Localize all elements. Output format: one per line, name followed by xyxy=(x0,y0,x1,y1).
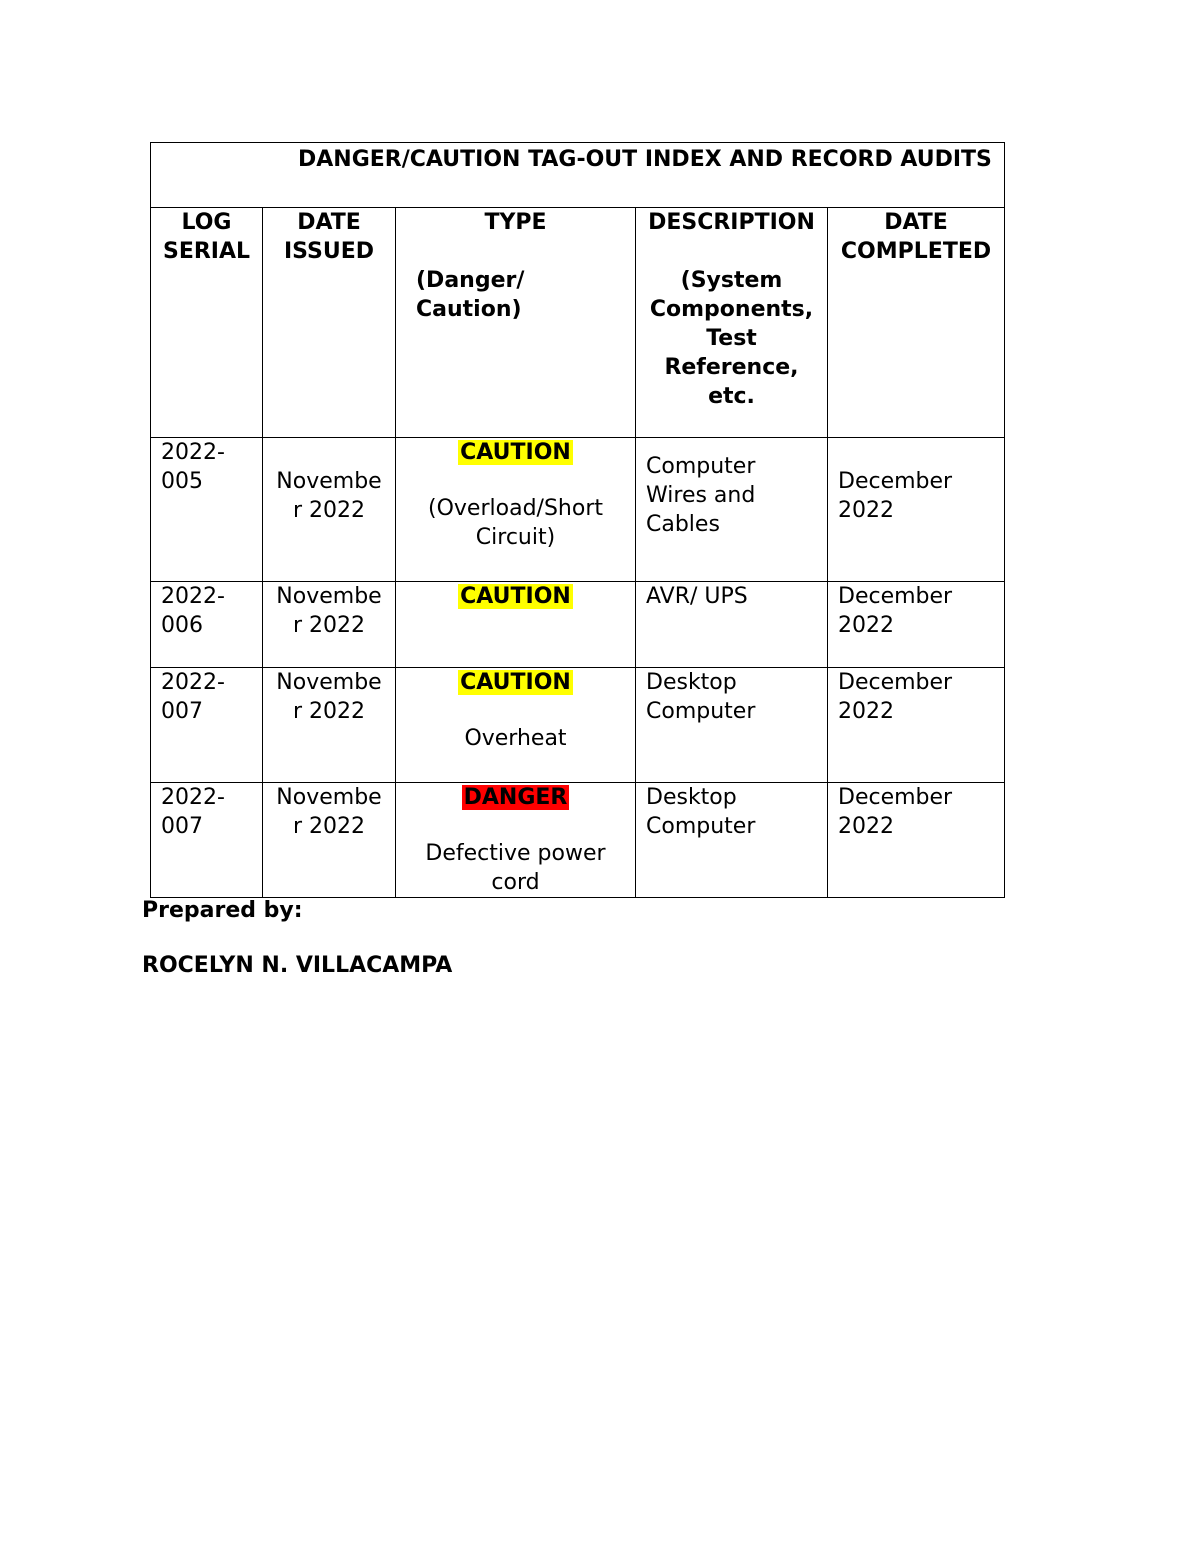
cell-description: Computer Wires and Cables xyxy=(636,438,828,582)
preparer-name: ROCELYN N. VILLACAMPA xyxy=(142,953,453,978)
caution-tag: CAUTION xyxy=(460,584,571,609)
table-row xyxy=(151,438,1005,582)
header-type xyxy=(396,208,636,438)
cell-type xyxy=(396,783,636,898)
cell-description: AVR/ UPS xyxy=(636,582,828,668)
prepared-by-label: Prepared by: xyxy=(142,898,303,923)
cell-log-serial: 2022-005 xyxy=(151,438,263,582)
table-title-cell xyxy=(151,143,1005,208)
cell-date-issued: November 2022 xyxy=(263,438,396,582)
type-note: (Overload/Short Circuit) xyxy=(428,496,603,550)
cell-type xyxy=(396,438,636,582)
caution-tag: CAUTION xyxy=(460,670,571,695)
header-type-sub: (Danger/ Caution) xyxy=(416,268,525,322)
cell-log-serial: 2022-006 xyxy=(151,582,263,668)
cell-date-completed: December 2022 xyxy=(828,438,1005,582)
caution-tag: CAUTION xyxy=(460,440,571,465)
cell-date-issued: November 2022 xyxy=(263,668,396,783)
cell-date-issued: November 2022 xyxy=(263,783,396,898)
cell-type xyxy=(396,668,636,783)
cell-date-completed: December 2022 xyxy=(828,582,1005,668)
cell-type xyxy=(396,582,636,668)
cell-description: Desktop Computer xyxy=(636,668,828,783)
type-note: Overheat xyxy=(464,726,567,751)
table-row xyxy=(151,582,1005,668)
table-title: DANGER/CAUTION TAG-OUT INDEX AND RECORD AUDITS xyxy=(298,147,992,172)
header-description-label: DESCRIPTION xyxy=(648,210,815,235)
cell-date-completed: December 2022 xyxy=(828,668,1005,783)
table-row xyxy=(151,668,1005,783)
type-note: Defective power cord xyxy=(425,841,606,895)
danger-tag: DANGER xyxy=(463,785,568,810)
header-date-completed: DATE COMPLETED xyxy=(828,208,1005,438)
cell-date-completed: December 2022 xyxy=(828,783,1005,898)
cell-description: Desktop Computer xyxy=(636,783,828,898)
cell-date-issued: November 2022 xyxy=(263,582,396,668)
header-date-issued: DATE ISSUED xyxy=(263,208,396,438)
header-description xyxy=(636,208,828,438)
cell-log-serial: 2022-007 xyxy=(151,668,263,783)
cell-log-serial: 2022-007 xyxy=(151,783,263,898)
header-type-label: TYPE xyxy=(484,210,547,235)
table-row xyxy=(151,783,1005,898)
table-title-row xyxy=(151,143,1005,208)
table-header-row xyxy=(151,208,1005,438)
header-log-serial: LOG SERIAL xyxy=(151,208,263,438)
header-description-sub: (System Components, Test Reference, etc. xyxy=(649,268,814,409)
tagout-record-table xyxy=(150,142,1005,898)
